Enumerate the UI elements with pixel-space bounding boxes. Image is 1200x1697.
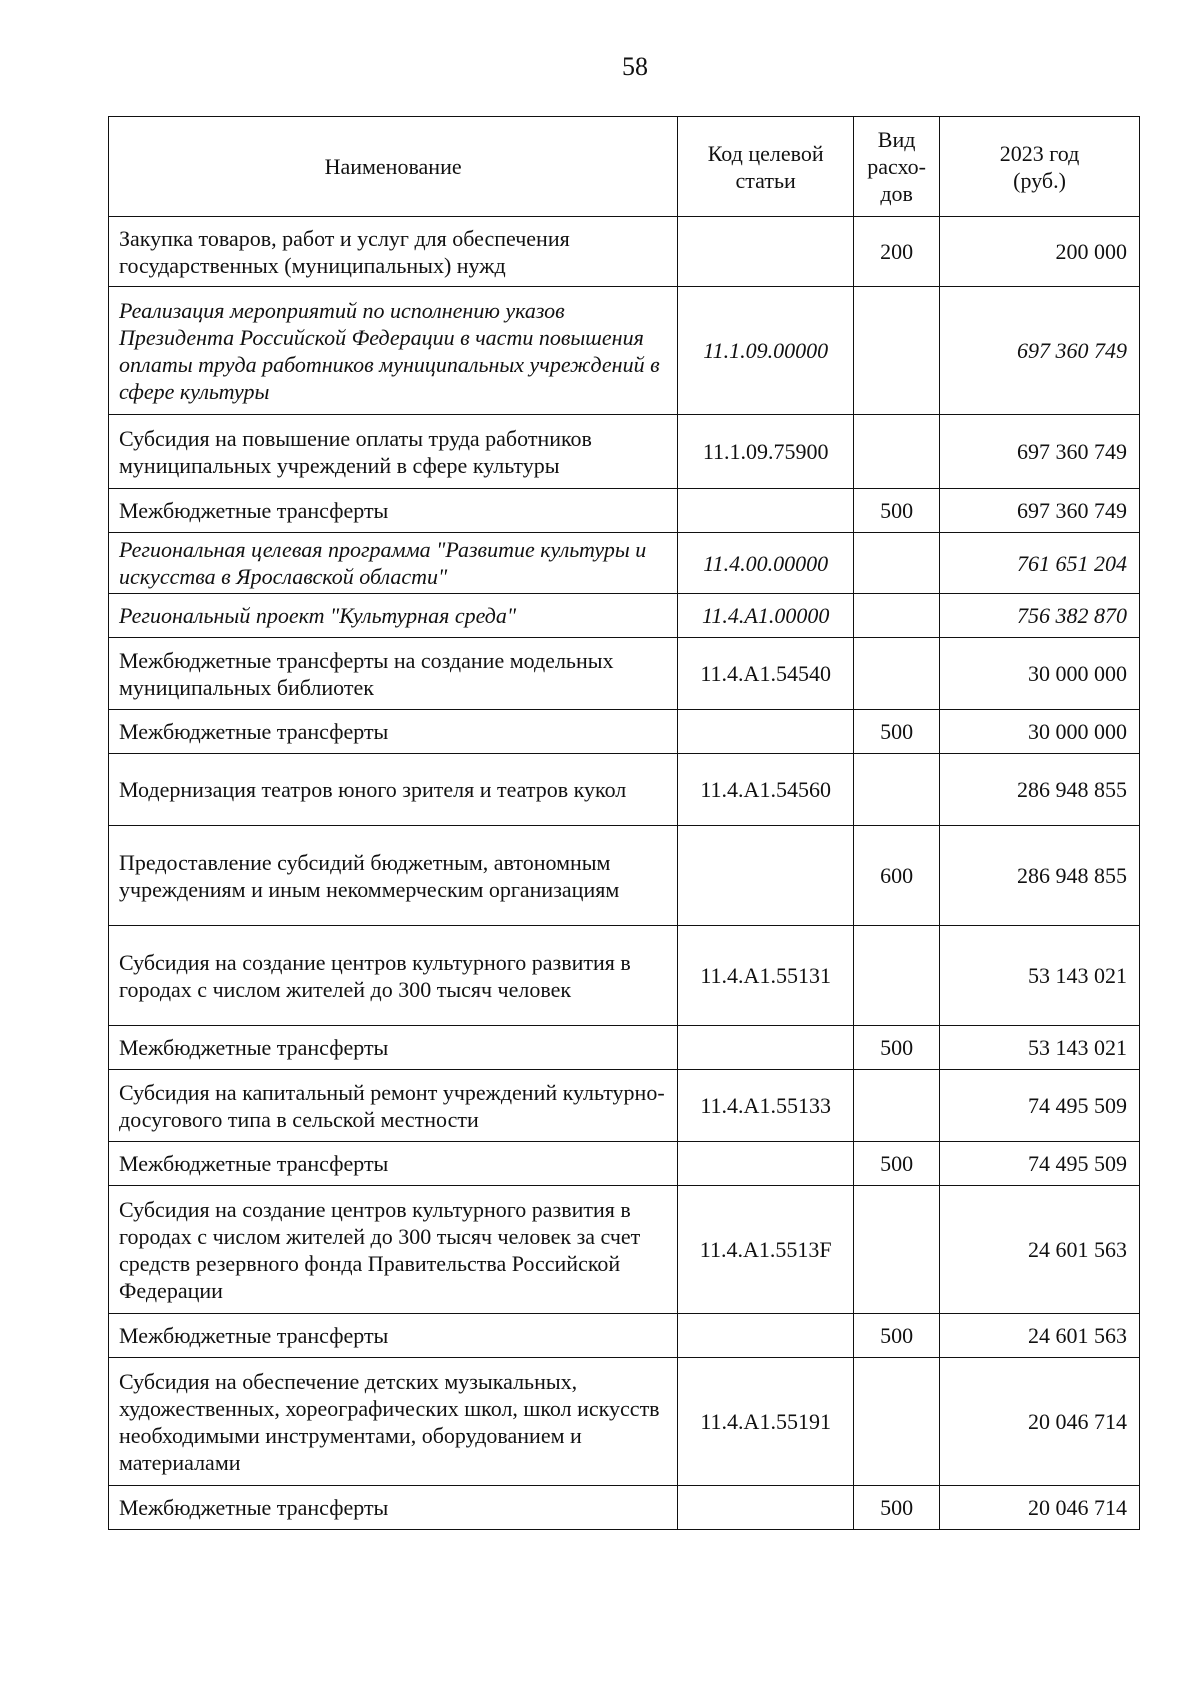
cell-code: 11.4.A1.00000 — [678, 594, 854, 638]
header-amount: 2023 год (руб.) — [940, 117, 1140, 217]
table-header-row — [109, 117, 1140, 217]
cell-type — [854, 1358, 940, 1486]
cell-code: 11.4.A1.55133 — [678, 1070, 854, 1142]
cell-amount: 53 143 021 — [940, 926, 1140, 1026]
cell-code: 11.4.A1.55191 — [678, 1358, 854, 1486]
cell-amount: 200 000 — [940, 217, 1140, 287]
cell-code: 11.4.00.00000 — [678, 533, 854, 594]
cell-type — [854, 1070, 940, 1142]
cell-type — [854, 594, 940, 638]
table-row — [109, 287, 1140, 415]
cell-type — [854, 415, 940, 489]
table-row — [109, 926, 1140, 1026]
cell-amount: 286 948 855 — [940, 754, 1140, 826]
cell-type: 500 — [854, 1142, 940, 1186]
cell-amount: 74 495 509 — [940, 1070, 1140, 1142]
table-row — [109, 415, 1140, 489]
cell-name: Предоставление субсидий бюджетным, автономным учреждениям и иным некоммерческим организациям — [109, 826, 678, 926]
cell-name: Региональный проект "Культурная среда" — [109, 594, 678, 638]
cell-type: 600 — [854, 826, 940, 926]
header-name: Наименование — [109, 117, 678, 217]
cell-amount: 761 651 204 — [940, 533, 1140, 594]
cell-code — [678, 826, 854, 926]
cell-name: Региональная целевая программа "Развитие культуры и искусства в Ярославской области" — [109, 533, 678, 594]
cell-name: Закупка товаров, работ и услуг для обеспечения государственных (муниципальных) нужд — [109, 217, 678, 287]
cell-code: 11.1.09.00000 — [678, 287, 854, 415]
cell-amount: 697 360 749 — [940, 489, 1140, 533]
table-row — [109, 1358, 1140, 1486]
cell-code — [678, 1142, 854, 1186]
table-row — [109, 533, 1140, 594]
cell-name: Межбюджетные трансферты на создание модельных муниципальных библиотек — [109, 638, 678, 710]
cell-code — [678, 1486, 854, 1530]
table-row — [109, 1486, 1140, 1530]
header-type: Вид расхо- дов — [854, 117, 940, 217]
cell-name: Межбюджетные трансферты — [109, 489, 678, 533]
table-row — [109, 1142, 1140, 1186]
table-row — [109, 217, 1140, 287]
table-row — [109, 594, 1140, 638]
cell-amount: 74 495 509 — [940, 1142, 1140, 1186]
cell-amount: 30 000 000 — [940, 710, 1140, 754]
cell-amount: 756 382 870 — [940, 594, 1140, 638]
cell-code — [678, 710, 854, 754]
cell-type: 500 — [854, 1486, 940, 1530]
table-row — [109, 826, 1140, 926]
cell-type — [854, 638, 940, 710]
cell-type — [854, 287, 940, 415]
cell-code: 11.4.A1.54560 — [678, 754, 854, 826]
cell-amount: 697 360 749 — [940, 287, 1140, 415]
cell-name: Межбюджетные трансферты — [109, 1026, 678, 1070]
cell-type: 500 — [854, 1026, 940, 1070]
cell-code — [678, 217, 854, 287]
cell-type — [854, 533, 940, 594]
table-row — [109, 1070, 1140, 1142]
cell-code: 11.4.A1.55131 — [678, 926, 854, 1026]
cell-code — [678, 489, 854, 533]
cell-name: Субсидия на создание центров культурного развития в городах с числом жителей до 300 тысяч человек за счет средств резервного фонда Правительства Российской Федерации — [109, 1186, 678, 1314]
cell-name: Межбюджетные трансферты — [109, 1486, 678, 1530]
cell-code: 11.4.A1.54540 — [678, 638, 854, 710]
cell-amount: 24 601 563 — [940, 1314, 1140, 1358]
cell-name: Межбюджетные трансферты — [109, 1314, 678, 1358]
cell-type — [854, 926, 940, 1026]
cell-name: Реализация мероприятий по исполнению указов Президента Российской Федерации в части повышения оплаты труда работников муниципальных учреждений в сфере культуры — [109, 287, 678, 415]
cell-amount: 286 948 855 — [940, 826, 1140, 926]
table-row — [109, 710, 1140, 754]
budget-table — [108, 116, 1140, 1530]
cell-type — [854, 1186, 940, 1314]
cell-name: Межбюджетные трансферты — [109, 1142, 678, 1186]
table-row — [109, 754, 1140, 826]
table-row — [109, 638, 1140, 710]
cell-type: 200 — [854, 217, 940, 287]
cell-amount: 30 000 000 — [940, 638, 1140, 710]
cell-amount: 53 143 021 — [940, 1026, 1140, 1070]
cell-type: 500 — [854, 489, 940, 533]
cell-name: Субсидия на повышение оплаты труда работников муниципальных учреждений в сфере культуры — [109, 415, 678, 489]
table-row — [109, 1026, 1140, 1070]
table-row — [109, 1186, 1140, 1314]
table-row — [109, 1314, 1140, 1358]
cell-amount: 697 360 749 — [940, 415, 1140, 489]
cell-name: Субсидия на обеспечение детских музыкальных, художественных, хореографических школ, школ искусств необходимыми инструментами, оборудованием и материалами — [109, 1358, 678, 1486]
page-number: 58 — [622, 52, 648, 81]
cell-type — [854, 754, 940, 826]
cell-amount: 20 046 714 — [940, 1486, 1140, 1530]
cell-name: Субсидия на создание центров культурного развития в городах с числом жителей до 300 тысяч человек — [109, 926, 678, 1026]
cell-code: 11.4.A1.5513F — [678, 1186, 854, 1314]
table-row — [109, 489, 1140, 533]
cell-code — [678, 1314, 854, 1358]
cell-code — [678, 1026, 854, 1070]
cell-type: 500 — [854, 1314, 940, 1358]
table-body — [109, 217, 1140, 1530]
header-code: Код целевой статьи — [678, 117, 854, 217]
cell-amount: 20 046 714 — [940, 1358, 1140, 1486]
cell-name: Субсидия на капитальный ремонт учреждений культурно-досугового типа в сельской местности — [109, 1070, 678, 1142]
cell-type: 500 — [854, 710, 940, 754]
cell-amount: 24 601 563 — [940, 1186, 1140, 1314]
cell-code: 11.1.09.75900 — [678, 415, 854, 489]
cell-name: Межбюджетные трансферты — [109, 710, 678, 754]
cell-name: Модернизация театров юного зрителя и театров кукол — [109, 754, 678, 826]
